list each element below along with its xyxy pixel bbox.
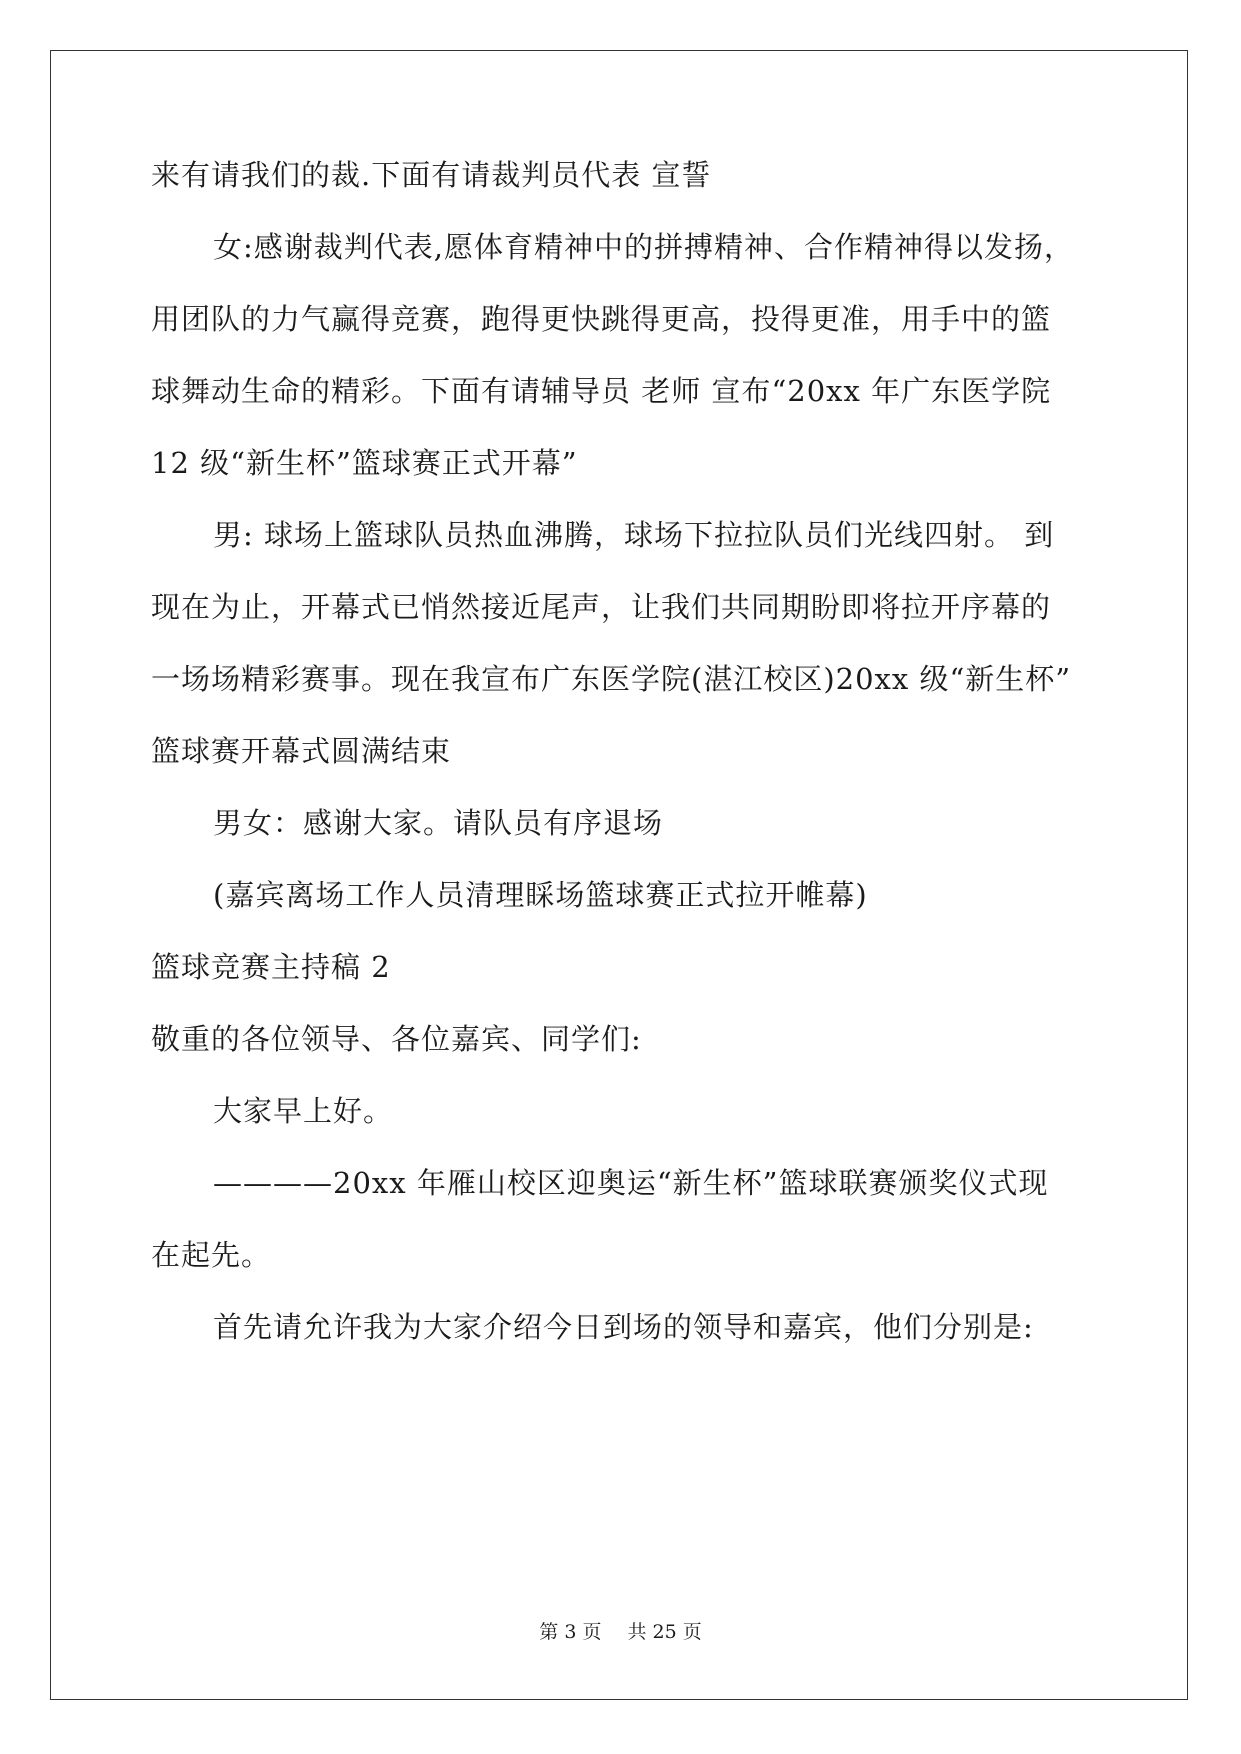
text-line: 女:感谢裁判代表,愿体育精神中的拼搏精神、合作精神得以发扬，	[213, 230, 1074, 264]
text-line: 大家早上好。	[213, 1094, 394, 1128]
section-heading: 篮球竞赛主持稿 2	[151, 950, 391, 984]
text-line: 现在为止，开幕式已悄然接近尾声，让我们共同期盼即将拉开序幕的	[151, 590, 1052, 624]
text-line: 球舞动生命的精彩。下面有请辅导员 老师 宣布“20xx 年广东医学院	[151, 374, 1052, 408]
text-line: 篮球赛开幕式圆满结束	[151, 734, 452, 768]
text-line: 敬重的各位领导、各位嘉宾、同学们:	[151, 1022, 642, 1056]
text-line: (嘉宾离场工作人员清理睬场篮球赛正式拉开帷幕)	[213, 878, 868, 912]
text-line: 12 级“新生杯”篮球赛正式开幕”	[151, 446, 578, 480]
text-line: 来有请我们的裁.下面有请裁判员代表 宣誓	[151, 158, 712, 192]
page-footer	[0, 1620, 1241, 1644]
text-line: 用团队的力气赢得竞赛，跑得更快跳得更高，投得更准，用手中的篮	[151, 302, 1052, 336]
text-line: 在起先。	[151, 1238, 272, 1272]
text-line: 男女：感谢大家。请队员有序退场	[213, 806, 664, 840]
text-line: 男: 球场上篮球队员热血沸腾，球场下拉拉队员们光线四射。 到	[213, 518, 1055, 552]
text-line: 首先请允许我为大家介绍今日到场的领导和嘉宾，他们分别是:	[213, 1310, 1034, 1344]
page-number: 第 3 页	[539, 1621, 602, 1643]
text-line: 一场场精彩赛事。现在我宣布广东医学院(湛江校区)20xx 级“新生杯”	[151, 662, 1072, 696]
page-total: 共 25 页	[627, 1621, 702, 1643]
text-line: ————20xx 年雁山校区迎奥运“新生杯”篮球联赛颁奖仪式现	[213, 1166, 1049, 1200]
